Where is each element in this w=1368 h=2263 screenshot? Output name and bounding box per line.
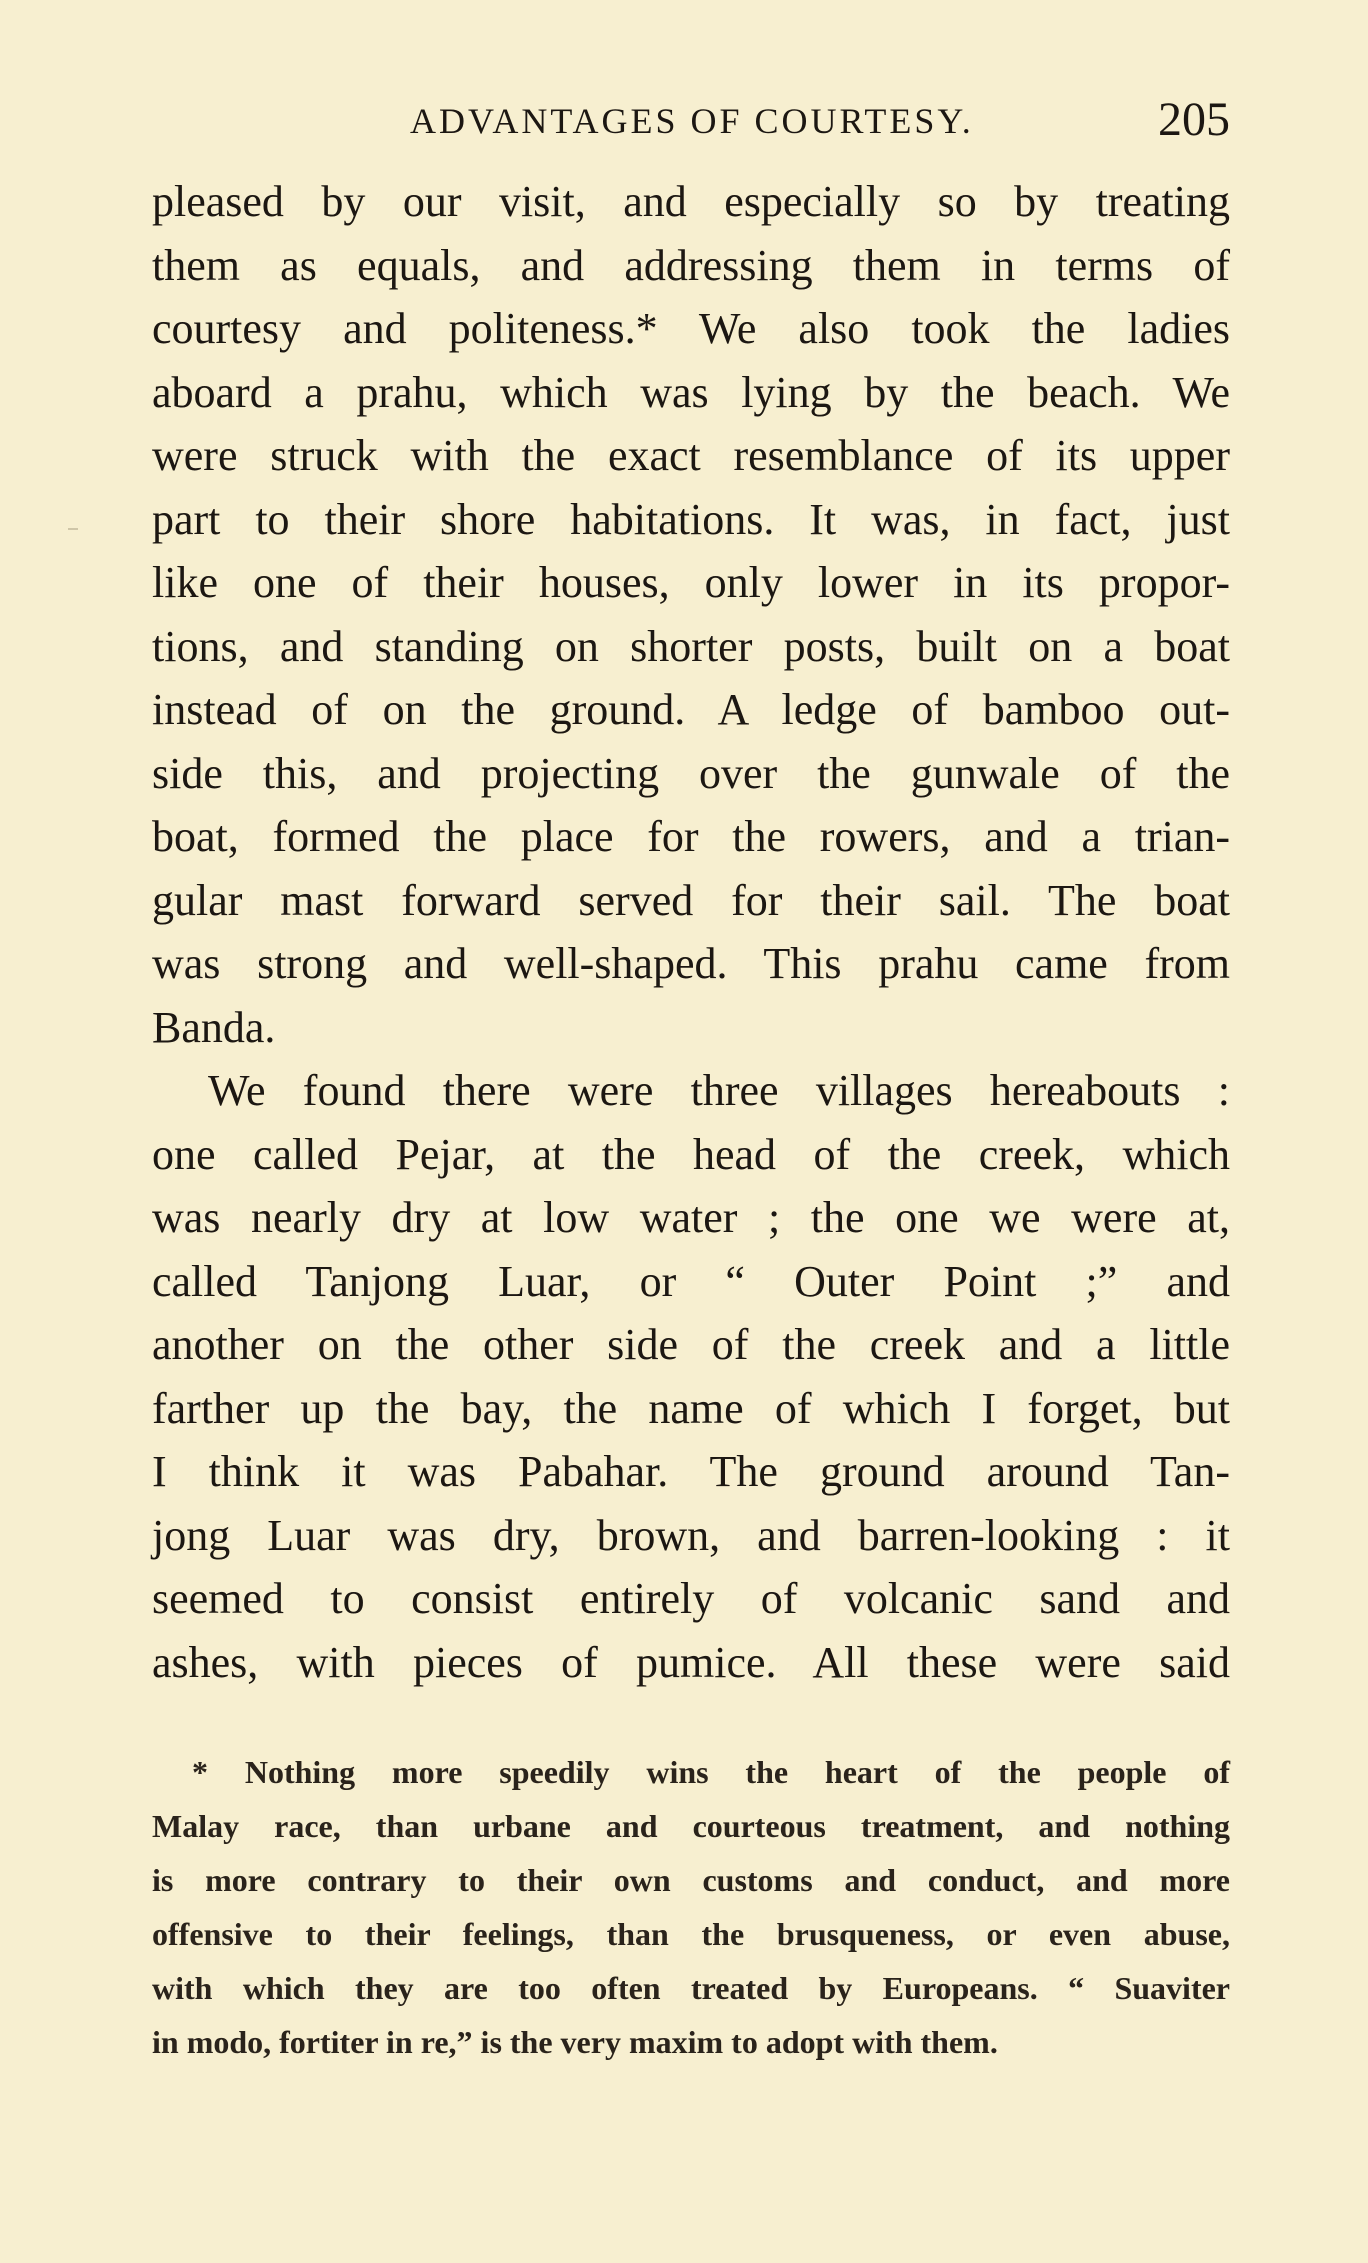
- body-line-paragraph-start: We found there were three villages hereabouts :: [208, 1066, 1230, 1115]
- footnote-line: in modo, fortiter in re,” is the very maxim to adopt with them.: [152, 2024, 998, 2060]
- body-line: them as equals, and addressing them in terms of: [152, 240, 1230, 290]
- footnote-line: * Nothing more speedily wins the heart of the people of: [192, 1754, 1230, 1790]
- body-line-paragraph-end: Banda.: [152, 1002, 276, 1052]
- footnote-line: with which they are too often treated by Europeans. “ Suaviter: [152, 1970, 1230, 2006]
- body-line: aboard a prahu, which was lying by the beach. We: [152, 367, 1230, 417]
- body-line: farther up the bay, the name of which I forget, but: [152, 1383, 1230, 1433]
- body-line: part to their shore habitations. It was, in fact, just: [152, 494, 1230, 544]
- footnote: [152, 1745, 1230, 2069]
- body-line: was strong and well-shaped. This prahu came from: [152, 939, 1230, 988]
- body-line: jong Luar was dry, brown, and barren-looking : it: [152, 1510, 1230, 1560]
- body-line: like one of their houses, only lower in its propor-: [152, 558, 1230, 607]
- body-line: side this, and projecting over the gunwale of the: [152, 748, 1230, 798]
- body-line: I think it was Pabahar. The ground around Tan-: [152, 1447, 1230, 1496]
- body-line: tions, and standing on shorter posts, built on a boat: [152, 621, 1230, 671]
- body-line: was nearly dry at low water ; the one we were at,: [152, 1193, 1230, 1242]
- body-line: gular mast forward served for their sail. The boat: [152, 875, 1230, 925]
- footnote-line: is more contrary to their own customs and conduct, and more: [152, 1862, 1230, 1898]
- body-line: one called Pejar, at the head of the creek, which: [152, 1129, 1230, 1179]
- body-line: instead of on the ground. A ledge of bamboo out-: [152, 685, 1230, 734]
- footnote-line: Malay race, than urbane and courteous treatment, and nothing: [152, 1808, 1230, 1844]
- page-number: 205: [1158, 93, 1230, 146]
- body-line: another on the other side of the creek and a little: [152, 1320, 1230, 1369]
- body-line: ashes, with pieces of pumice. All these were said: [152, 1637, 1230, 1687]
- body-text: [152, 170, 1230, 1694]
- footnote-line: offensive to their feelings, than the brusqueness, or even abuse,: [152, 1916, 1230, 1952]
- body-line: courtesy and politeness.* We also took the ladies: [152, 304, 1230, 353]
- body-line: seemed to consist entirely of volcanic sand and: [152, 1574, 1230, 1623]
- running-title: ADVANTAGES OF COURTESY.: [410, 101, 974, 141]
- body-line: boat, formed the place for the rowers, and a trian-: [152, 812, 1230, 861]
- margin-mark: [68, 528, 78, 530]
- running-header: [150, 92, 1230, 152]
- body-line: pleased by our visit, and especially so by treating: [152, 177, 1230, 226]
- body-line: were struck with the exact resemblance of its upper: [152, 431, 1230, 480]
- body-line: called Tanjong Luar, or “ Outer Point ;” and: [152, 1256, 1230, 1306]
